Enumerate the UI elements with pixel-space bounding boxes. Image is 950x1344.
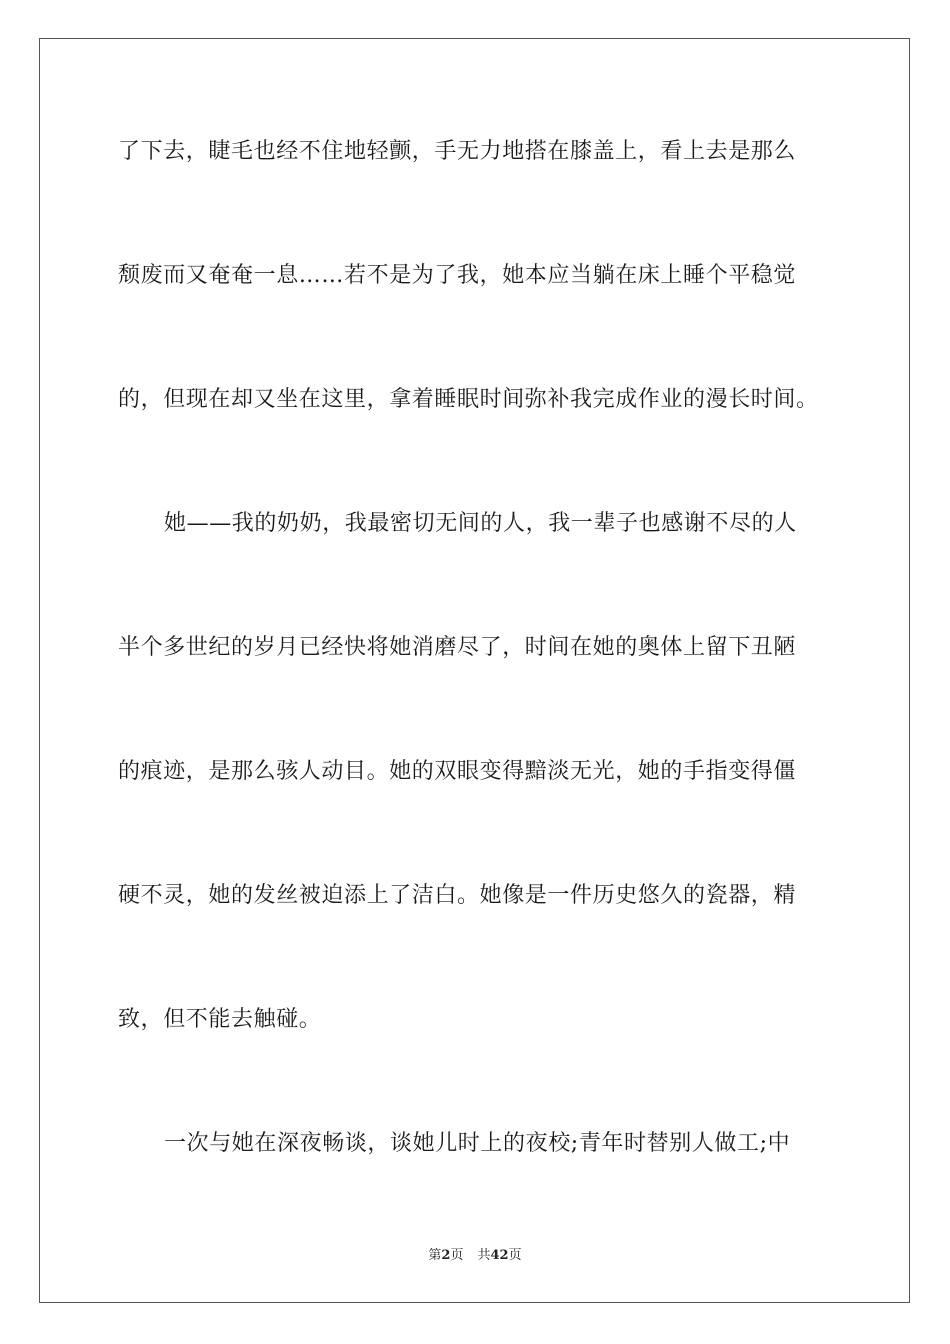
total-prefix: 共 <box>477 1248 491 1263</box>
page-border <box>39 38 910 1303</box>
text-line-6: 的痕迹，是那么骇人动目。她的双眼变得黯淡无光，她的手指变得僵 <box>118 759 797 784</box>
page-suffix: 页 <box>450 1248 464 1263</box>
text-line-4-paragraph-start: 她——我的奶奶，我最密切无间的人，我一辈子也感谢不尽的人 <box>164 511 797 536</box>
text-line-8: 致，但不能去触碰。 <box>118 1007 322 1032</box>
total-pages: 42 <box>490 1248 509 1263</box>
text-line-1: 了下去，睫毛也经不住地轻颤，手无力地搭在膝盖上，看上去是那么 <box>118 139 797 164</box>
text-line-9-paragraph-start: 一次与她在深夜畅谈，谈她儿时上的夜校;青年时替别人做工;中 <box>164 1131 791 1156</box>
text-line-3: 的，但现在却又坐在这里，拿着睡眠时间弥补我完成作业的漫长时间。 <box>118 387 819 412</box>
page-number: 2 <box>441 1248 451 1263</box>
total-suffix: 页 <box>508 1248 522 1263</box>
text-line-7: 硬不灵，她的发丝被迫添上了洁白。她像是一件历史悠久的瓷器，精 <box>118 883 797 908</box>
text-line-2: 颓废而又奄奄一息……若不是为了我，她本应当躺在床上睡个平稳觉 <box>118 263 797 288</box>
text-line-5: 半个多世纪的岁月已经快将她消磨尽了，时间在她的奥体上留下丑陋 <box>118 635 797 660</box>
page-footer <box>0 1248 950 1264</box>
page-prefix: 第 <box>428 1248 442 1263</box>
